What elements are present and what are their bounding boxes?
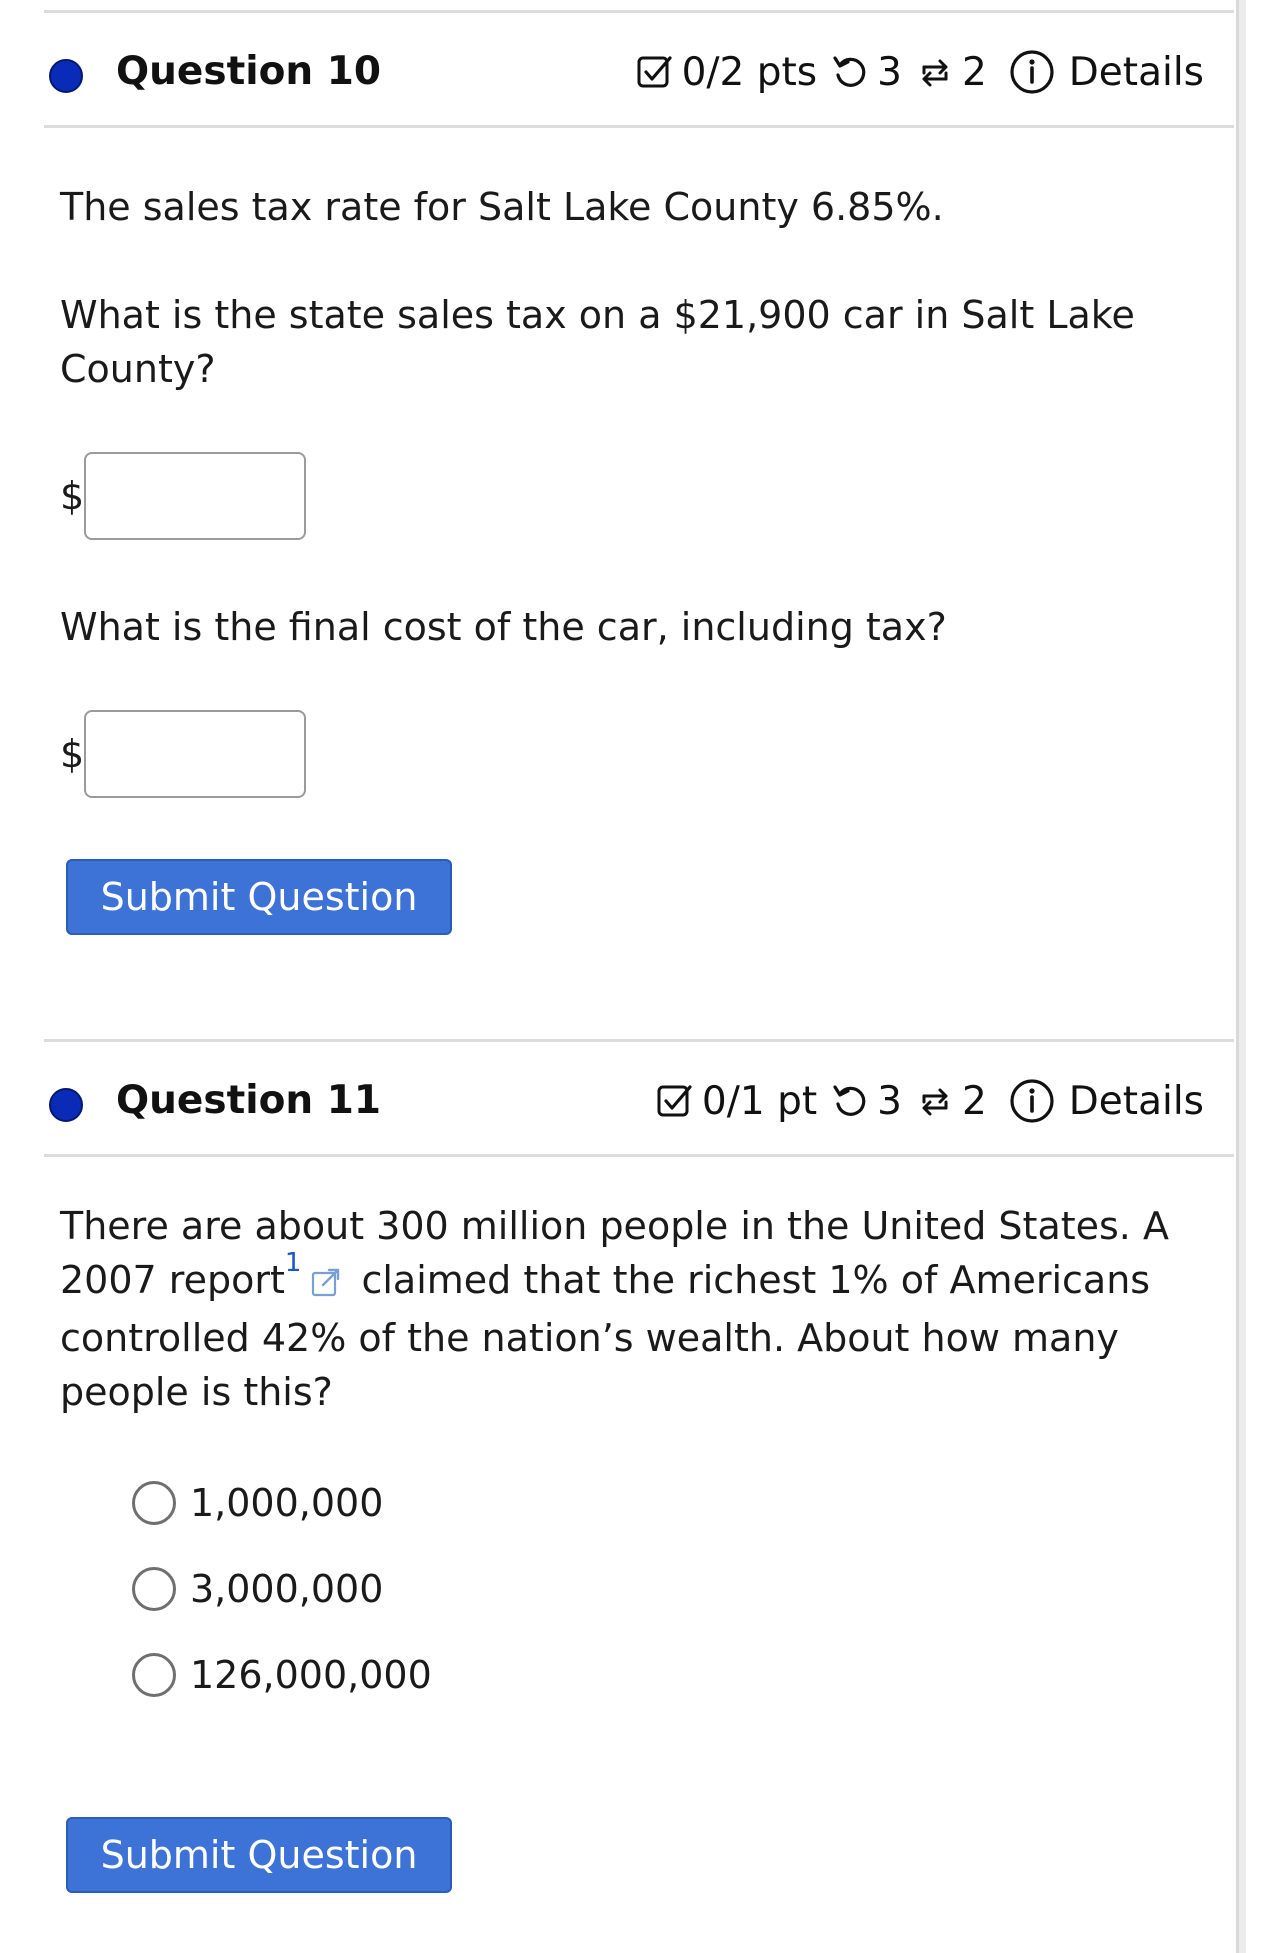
choice-label: 3,000,000 [190,1567,384,1611]
final-cost-input[interactable] [84,710,306,798]
answer-row-final-cost [44,710,306,798]
currency-prefix: $ [60,474,85,518]
question-prompt: The sales tax rate for Salt Lake County 6.85%. [60,185,944,229]
answer-row-sales-tax [44,452,306,540]
question-title: Question 11 [116,1078,382,1123]
attempts-count: 3 [877,49,902,95]
question-header [44,1039,1234,1157]
question-prompt [60,1199,1200,1419]
status-dot [49,1088,83,1122]
status-dot [49,59,83,93]
choice-label: 126,000,000 [190,1653,432,1697]
attempts-count: 3 [877,1078,902,1124]
choice-option[interactable] [132,1460,432,1546]
retries-count: 2 [961,49,987,95]
points-score: 0/2 pts [681,49,818,95]
external-link-icon[interactable] [311,1257,341,1311]
question-10 [44,10,1234,919]
question-meta [636,49,1204,95]
answer-choices [132,1460,432,1718]
question-header [44,10,1234,128]
choice-label: 1,000,000 [190,1481,384,1525]
points-score: 0/1 pt [701,1078,818,1124]
swap-arrows-icon [916,1082,954,1120]
undo-arrow-icon [831,1082,869,1120]
question-meta [656,1078,1204,1124]
undo-arrow-icon [831,53,869,91]
info-circle-icon[interactable] [1009,1078,1055,1124]
prompt-text-end: claimed that the richest 1% of Americans controlled 42% of the nation’s wealth. About how many people is this? [60,1258,1151,1414]
footnote-link[interactable]: 1 [284,1248,302,1278]
radio-button[interactable] [132,1653,176,1697]
checkbox-check-icon [656,1082,694,1120]
sales-tax-input[interactable] [84,452,306,540]
radio-button[interactable] [132,1481,176,1525]
page-scrollbar-track[interactable] [1236,0,1246,1953]
question-prompt-sub: What is the state sales tax on a $21,900 car in Salt Lake County? [60,293,1135,391]
details-link[interactable]: Details [1068,1078,1204,1124]
question-title: Question 10 [116,49,382,94]
submit-question-button[interactable]: Submit Question [66,859,452,935]
details-link[interactable]: Details [1068,49,1204,95]
choice-option[interactable] [132,1632,432,1718]
question-prompt-sub: What is the final cost of the car, including tax? [60,605,947,649]
choice-option[interactable] [132,1546,432,1632]
submit-question-button[interactable]: Submit Question [66,1817,452,1893]
prompt-text-start: There are about 300 million people in the United States. A 2007 report [60,1204,1169,1302]
question-11 [44,1039,1234,1877]
checkbox-check-icon [636,53,674,91]
radio-button[interactable] [132,1567,176,1611]
currency-prefix: $ [60,732,85,776]
swap-arrows-icon [916,53,954,91]
retries-count: 2 [961,1078,987,1124]
info-circle-icon[interactable] [1009,49,1055,95]
